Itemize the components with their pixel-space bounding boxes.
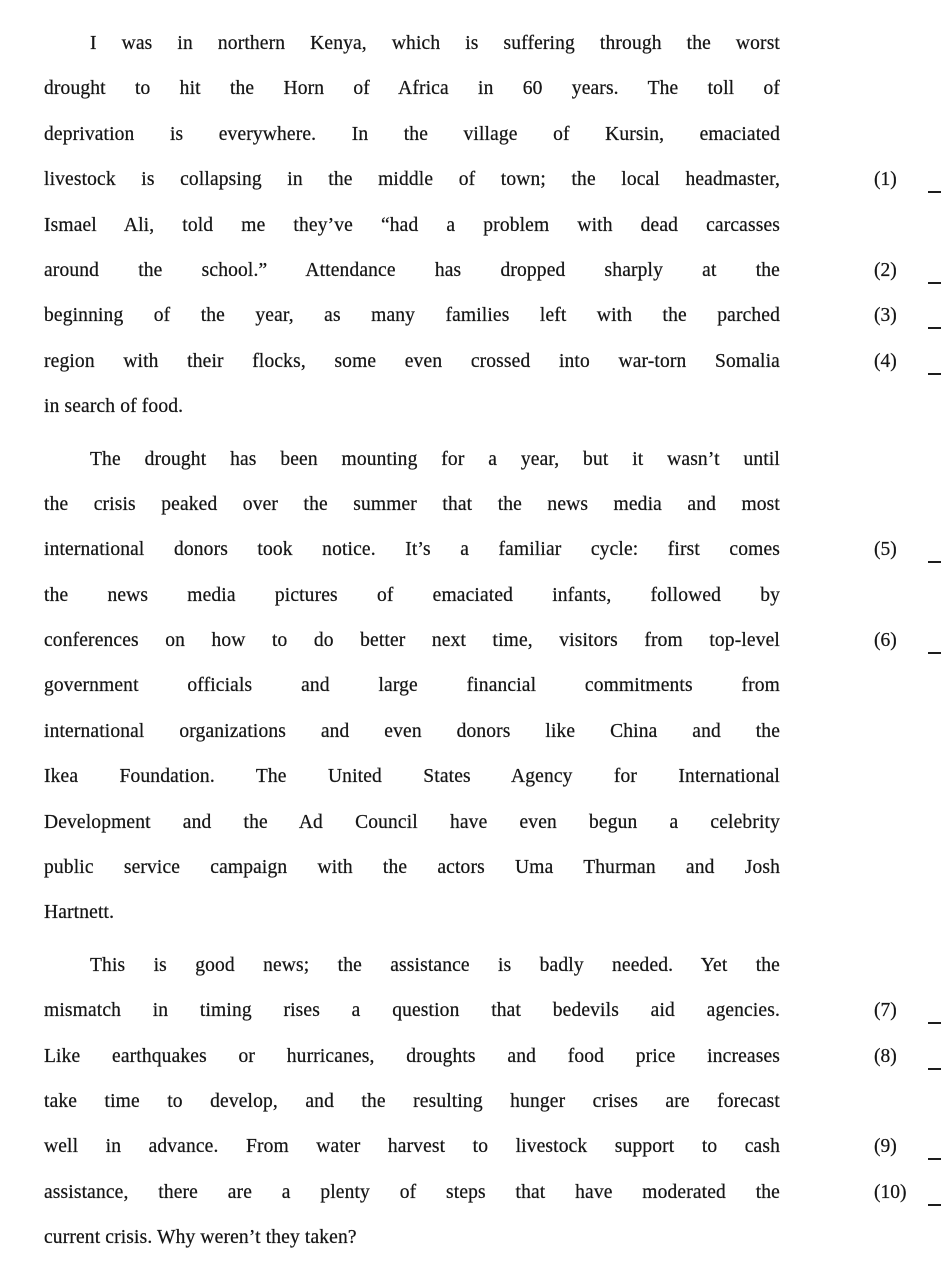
line-number-marker: (7) (874, 1000, 897, 1022)
answer-blank (928, 1022, 941, 1024)
passage-line: Like earthquakes or hurricanes, droughts and food price increases (44, 1045, 780, 1067)
text-line-row (44, 1124, 897, 1169)
text-line-row (44, 437, 780, 482)
answer-blank (928, 1204, 941, 1206)
answer-blank (928, 282, 941, 284)
passage-line: international organizations and even donors like China and the (44, 720, 780, 742)
text-line-row (44, 943, 780, 988)
passage-line: Development and the Ad Council have even begun a celebrity (44, 811, 780, 833)
passage-line: deprivation is everywhere. In the village of Kursin, emaciated (44, 123, 780, 145)
answer-blank (928, 1068, 941, 1070)
passage-line: drought to hit the Horn of Africa in 60 years. The toll of (44, 78, 780, 100)
passage-line: the news media pictures of emaciated infants, followed by (44, 584, 780, 606)
passage-line: the crisis peaked over the summer that the news media and most (44, 493, 780, 515)
passage-line: current crisis. Why weren’t they taken? (44, 1227, 357, 1249)
paragraph (44, 943, 907, 1261)
line-number-marker: (9) (874, 1136, 897, 1158)
answer-blank (928, 652, 941, 654)
passage-line: Ismael Ali, told me they’ve “had a problem with dead carcasses (44, 214, 780, 236)
passage-line: in search of food. (44, 396, 184, 418)
text-line-row (44, 988, 897, 1033)
line-number-marker: (6) (874, 630, 897, 652)
passage-column (44, 21, 907, 1261)
passage-line: beginning of the year, as many families left with the parched (44, 305, 780, 327)
text-line-row (44, 112, 780, 157)
text-line-row (44, 482, 780, 527)
line-number-marker: (2) (874, 259, 897, 281)
text-line-row (44, 573, 780, 618)
passage-line: around the school.” Attendance has dropped sharply at the (44, 259, 780, 281)
passage-line: I was in northern Kenya, which is suffering through the worst (90, 33, 780, 54)
passage-line: The drought has been mounting for a year, but it wasn’t until (90, 448, 780, 470)
line-number-marker: (3) (874, 305, 897, 327)
line-number-marker: (5) (874, 539, 897, 561)
text-line-row (44, 709, 780, 754)
line-number-marker: (10) (874, 1181, 907, 1203)
passage-line: government officials and large financial commitments from (44, 675, 780, 697)
text-line-row (44, 1170, 907, 1215)
text-line-row (44, 890, 780, 935)
text-line-row (44, 527, 897, 572)
text-line-row (44, 157, 897, 202)
text-line-row (44, 293, 897, 338)
answer-blank (928, 373, 941, 375)
text-line-row (44, 754, 780, 799)
passage-line: Hartnett. (44, 902, 115, 924)
text-line-row (44, 663, 780, 708)
text-line-row (44, 845, 780, 890)
line-number-marker: (4) (874, 350, 897, 372)
answer-blank (928, 191, 941, 193)
passage-line: region with their flocks, some even crossed into war-torn Somalia (44, 350, 780, 372)
text-line-row (44, 384, 780, 429)
text-line-row (44, 800, 780, 845)
text-line-row (44, 1215, 780, 1260)
passage-line: public service campaign with the actors Uma Thurman and Josh (44, 857, 780, 879)
answer-blank (928, 327, 941, 329)
passage-line: conferences on how to do better next time, visitors from top-level (44, 630, 780, 652)
text-line-row (44, 66, 780, 111)
passage-line: international donors took notice. It’s a familiar cycle: first comes (44, 539, 780, 561)
passage-line: This is good news; the assistance is badly needed. Yet the (90, 954, 780, 976)
text-line-row (44, 248, 897, 293)
line-number-marker: (1) (874, 169, 897, 191)
text-line-row (44, 203, 780, 248)
passage-line: take time to develop, and the resulting hunger crises are forecast (44, 1090, 780, 1112)
line-number-marker: (8) (874, 1045, 897, 1067)
answer-blank (928, 1158, 941, 1160)
passage-line: livestock is collapsing in the middle of town; the local headmaster, (44, 169, 780, 191)
passage-line: assistance, there are a plenty of steps that have moderated the (44, 1181, 780, 1203)
text-line-row (44, 1034, 897, 1079)
paragraph (44, 21, 897, 430)
paragraph (44, 437, 897, 936)
passage-line: well in advance. From water harvest to livestock support to cash (44, 1136, 780, 1158)
text-line-row (44, 21, 780, 66)
passage-line: mismatch in timing rises a question that bedevils aid agencies. (44, 1000, 780, 1022)
text-line-row (44, 618, 897, 663)
text-line-row (44, 1079, 780, 1124)
passage-line: Ikea Foundation. The United States Agency for International (44, 766, 780, 788)
answer-blank (928, 561, 941, 563)
text-line-row (44, 339, 897, 384)
